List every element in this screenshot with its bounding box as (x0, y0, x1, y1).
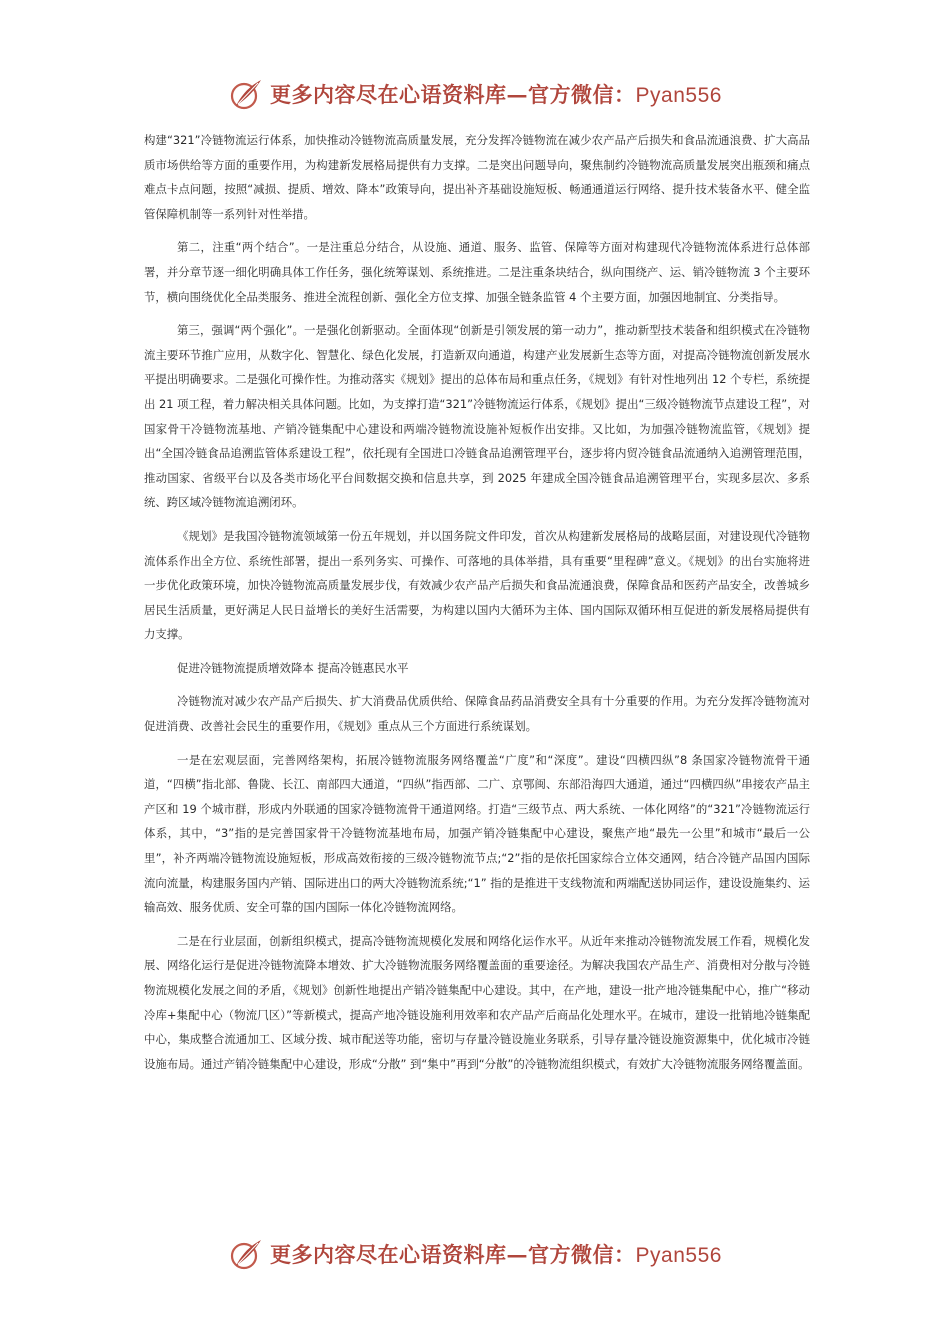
article-body (144, 128, 810, 1085)
wechat-id: Pyan556 (635, 84, 722, 107)
section-heading: 促进冷链物流提质增效降本 提高冷链惠民水平 (177, 660, 409, 675)
wechat-id: Pyan556 (635, 1244, 722, 1267)
paragraph: 一是在宏观层面，完善网络架构，拓展冷链物流服务网络覆盖“广度”和“深度”。建设“四横四纵”8 条国家冷链物流骨干通道，“四横”指北部、鲁陇、长江、南部四大通道，“四纵”指西部、二广、京鄂闽、东部沿海四大通道，通过“四横四纵”串接农产品主产区和 19 个城市群，形成内外联通的国家冷链物流骨干通道网络。打造“三级节点、两大系统、一体化网络”的“321”冷链物流运行体系，其中，“3”指的是完善国家骨干冷链物流基地布局，加强产销冷链集配中心建设，聚焦产地“最先一公里”和城市“最后一公里”，补齐两端冷链物流设施短板，形成高效衔接的三级冷链物流节点;“2”指的是依托国家综合立体交通网，结合冷链产品国内国际流向流量，构建服务国内产销、国际进出口的两大冷链物流系统;“1” 指的是推进干支线物流和两端配送协同运作，建设设施集约、运输高效、服务优质、安全可靠的国内国际一体化冷链物流网络。 (144, 752, 810, 915)
banner-title (270, 1239, 722, 1269)
footer-banner (0, 1234, 950, 1274)
header-banner (0, 74, 950, 114)
feather-quill-logo-icon (228, 1236, 264, 1272)
paragraph: 第三，强调“两个强化”。一是强化创新驱动。全面体现“创新是引领发展的第一动力”，推动新型技术装备和组织模式在冷链物流主要环节推广应用，从数字化、智慧化、绿色化发展，打造新双向通道，构建产业发展新生态等方面，对提高冷链物流创新发展水平提出明确要求。二是强化可操作性。为推动落实《规划》提出的总体布局和重点任务，《规划》有针对性地列出 12 个专栏，系统提出 21 项工程，着力解决相关具体问题。比如，为支撑打造“321”冷链物流运行体系，《规划》提出“三级冷链物流节点建设工程”，对国家骨干冷链物流基地、产销冷链集配中心建设和两端冷链物流设施补短板作出安排。又比如，为加强冷链物流监管，《规划》提出“全国冷链食品追溯监管体系建设工程”，依托现有全国进口冷链食品追溯管理平台，逐步将内贸冷链食品流通纳入追溯管理范围，推动国家、省级平台以及各类市场化平台间数据交换和信息共享，到 2025 年建成全国冷链食品追溯管理平台，实现多层次、多系统、跨区域冷链物流追溯闭环。 (144, 323, 810, 510)
paragraph: 构建“321”冷链物流运行体系，加快推动冷链物流高质量发展，充分发挥冷链物流在减少农产品产后损失和食品流通浪费、扩大高品质市场供给等方面的重要作用，为构建新发展格局提供有力支撑。二是突出问题导向，聚焦制约冷链物流高质量发展突出瓶颈和痛点难点卡点问题，按照“减损、提质、增效、降本”政策导向，提出补齐基础设施短板、畅通通道运行网络、提升技术装备水平、健全监管保障机制等一系列针对性举措。 (144, 133, 810, 221)
paragraph: 《规划》是我国冷链物流领域第一份五年规划，并以国务院文件印发，首次从构建新发展格局的战略层面，对建设现代冷链物流体系作出全方位、系统性部署，提出一系列务实、可操作、可落地的具体举措，具有重要“里程碑”意义。《规划》的出台实施将进一步优化政策环境，加快冷链物流高质量发展步伐，有效减少农产品产后损失和食品流通浪费，保障食品和医药产品安全，改善城乡居民生活质量，更好满足人民日益增长的美好生活需要，为构建以国内大循环为主体、国内国际双循环相互促进的新发展格局提供有力支撑。 (144, 528, 810, 642)
paragraph: 第二，注重“两个结合”。一是注重总分结合，从设施、通道、服务、监管、保障等方面对构建现代冷链物流体系进行总体部署，并分章节逐一细化明确具体工作任务，强化统筹谋划、系统推进。二是注重条块结合，纵向围绕产、运、销冷链物流 3 个主要环节，横向围绕优化全品类服务、推进全流程创新、强化全方位支撑、加强全链条监管 4 个主要方面，加强因地制宜、分类指导。 (144, 240, 810, 304)
banner-title (270, 79, 722, 109)
feather-quill-logo-icon (228, 76, 264, 112)
banner-text: 更多内容尽在心语资料库—官方微信： (270, 1242, 636, 1267)
paragraph: 冷链物流对减少农产品产后损失、扩大消费品优质供给、保障食品药品消费安全具有十分重要的作用。为充分发挥冷链物流对促进消费、改善社会民生的重要作用，《规划》重点从三个方面进行系统谋划。 (144, 694, 810, 734)
paragraph: 二是在行业层面，创新组织模式，提高冷链物流规模化发展和网络化运作水平。从近年来推动冷链物流发展工作看，规模化发展、网络化运行是促进冷链物流降本增效、扩大冷链物流服务网络覆盖面的重要途径。为解决我国农产品生产、消费相对分散与冷链物流规模化发展之间的矛盾，《规划》创新性地提出产销冷链集配中心建设。其中，在产地，建设一批产地冷链集配中心，推广“移动冷库+集配中心（物流⺇区）”等新模式，提高产地冷链设施利用效率和农产品产后商品化处理水平。在城市，建设一批销地冷链集配中心，集成整合流通加工、区域分拨、城市配送等功能，密切与存量冷链设施业务联系，引导存量冷链设施资源集中，优化城市冷链设施布局。通过产销冷链集配中心建设，形成“分散” 到“集中”再到“分散”的冷链物流组织模式，有效扩大冷链物流服务网络覆盖面。 (144, 933, 810, 1071)
banner-text: 更多内容尽在心语资料库—官方微信： (270, 82, 636, 107)
